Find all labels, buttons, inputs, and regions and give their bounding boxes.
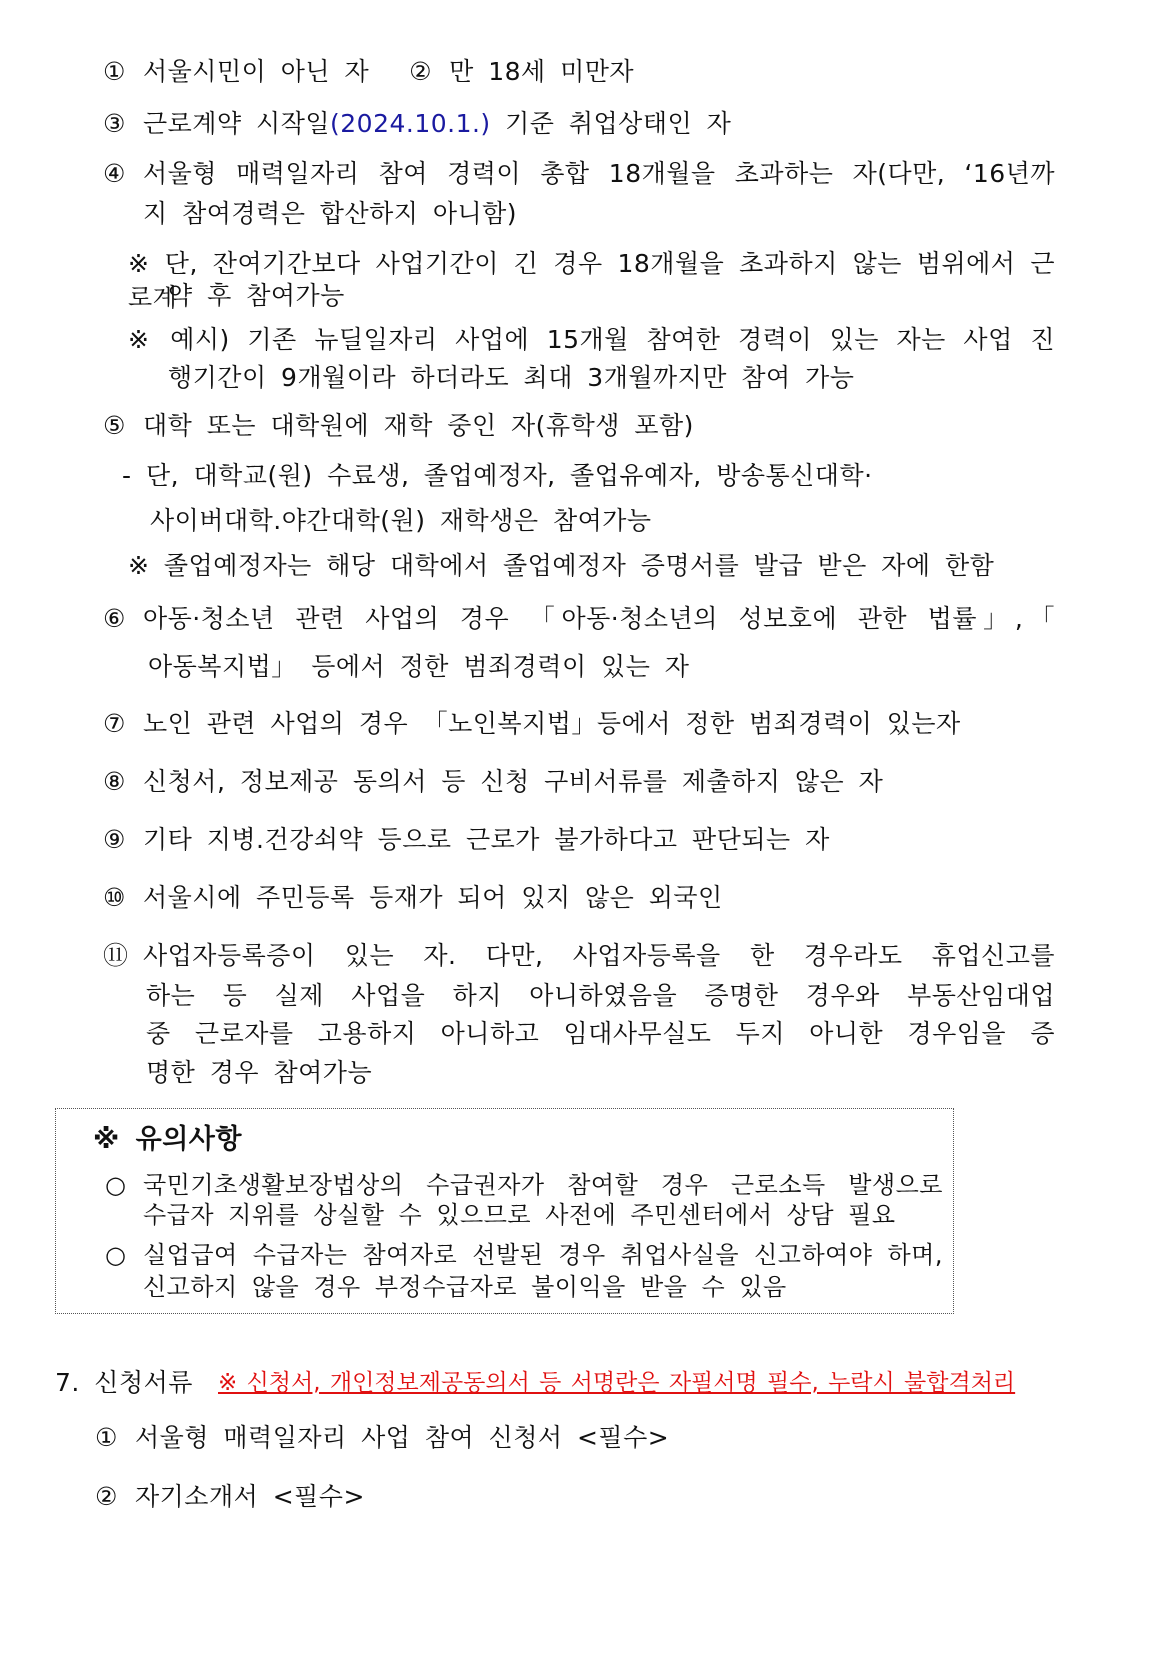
- document-2: [95, 1480, 365, 1514]
- item-text: 서울시민이 아닌 자: [143, 57, 370, 86]
- marker: ⑪: [103, 941, 129, 970]
- item-text: 자기소개서 <필수>: [135, 1482, 365, 1511]
- item-text: 신청서, 정보제공 동의서 등 신청 구비서류를 제출하지 않은 자: [143, 767, 884, 796]
- marker: ①: [103, 57, 126, 86]
- note-4a-line1: ※ 단, 잔여기간보다 사업기간이 긴 경우 18개월을 초과하지 않는 범위에서 근로계: [128, 249, 1055, 312]
- signature-warning: ※ 신청서, 개인정보제공동의서 등 서명란은 자필서명 필수, 누락시 불합격처리: [218, 1370, 1016, 1396]
- item-7: [103, 707, 961, 741]
- item-8: [103, 765, 883, 799]
- item-11-line1: [103, 939, 1055, 973]
- document-1: [95, 1421, 669, 1455]
- item-text: 사업자등록증이 있는 자. 다만, 사업자등록을 한 경우라도 휴업신고를: [143, 941, 1055, 970]
- notice-title: ※ 유의사항: [93, 1124, 242, 1155]
- marker: ⑦: [103, 709, 126, 738]
- marker: ⑥: [103, 604, 126, 633]
- item-text: 기준 취업상태인 자: [490, 109, 732, 138]
- marker: ④: [103, 159, 126, 188]
- item-6-line2: 아동복지법」 등에서 정한 범죄경력이 있는 자: [148, 652, 690, 681]
- item-text: 대학 또는 대학원에 재학 중인 자(휴학생 포함): [143, 411, 694, 440]
- marker: ②: [409, 57, 433, 86]
- note-4b-line1: ※ 예시) 기존 뉴딜일자리 사업에 15개월 참여한 경력이 있는 자는 사업 진: [128, 325, 1055, 354]
- item-5: [103, 409, 694, 443]
- item-text: 만 18세 미만자: [449, 57, 635, 86]
- item-text: 아동·청소년 관련 사업의 경우 「아동·청소년의 성보호에 관한 법률」,「: [143, 604, 1055, 633]
- marker: ③: [103, 109, 126, 138]
- notice-1-line1: 국민기초생활보장법상의 수급권자가 참여할 경우 근로소득 발생으로: [143, 1171, 943, 1199]
- marker: ⑩: [103, 883, 126, 912]
- section-7-heading: 7. 신청서류: [55, 1368, 193, 1397]
- marker: ⑨: [103, 825, 126, 854]
- note-4b-line2: 행기간이 9개월이라 하더라도 최대 3개월까지만 참여 가능: [168, 363, 855, 392]
- item-11-line4: 명한 경우 참여가능: [146, 1058, 373, 1087]
- notice-1-line2: 수급자 지위를 상실할 수 있으므로 사전에 주민센터에서 상담 필요: [143, 1201, 896, 1229]
- bullet-circle-icon: ○: [105, 1241, 127, 1269]
- item-text: 서울시에 주민등록 등재가 되어 있지 않은 외국인: [143, 883, 723, 912]
- bullet-circle-icon: ○: [105, 1171, 127, 1199]
- item-10: [103, 881, 723, 915]
- item-text: 서울형 매력일자리 참여 경력이 총합 18개월을 초과하는 자(다만, ‘16년까: [143, 159, 1055, 188]
- item-4-line2: 지 참여경력은 합산하지 아니함): [143, 199, 518, 228]
- note-5: ※ 졸업예정자는 해당 대학에서 졸업예정자 증명서를 발급 받은 자에 한함: [128, 551, 995, 580]
- note-4a-line2: 약 후 참여가능: [168, 281, 345, 310]
- item-11-line2: 하는 등 실제 사업을 하지 아니하였음을 증명한 경우와 부동산임대업: [146, 981, 1055, 1010]
- item-4-line1: [103, 157, 1055, 191]
- item-9: [103, 823, 830, 857]
- marker: ②: [95, 1482, 118, 1511]
- item-5-sub-line2: 사이버대학.야간대학(원) 재학생은 참여가능: [150, 506, 652, 535]
- item-6-line1: [103, 602, 1055, 636]
- item-text: 노인 관련 사업의 경우 「노인복지법」등에서 정한 범죄경력이 있는자: [143, 709, 961, 738]
- notice-2-line1: 실업급여 수급자는 참여자로 선발된 경우 취업사실을 신고하여야 하며,: [143, 1241, 943, 1269]
- item-1-2: [103, 55, 634, 89]
- item-text: 서울형 매력일자리 사업 참여 신청서 <필수>: [135, 1423, 670, 1452]
- item-text: 근로계약 시작일: [143, 109, 330, 138]
- start-date: (2024.10.1.): [330, 109, 491, 138]
- notice-2-line2: 신고하지 않을 경우 부정수급자로 불이익을 받을 수 있음: [143, 1273, 787, 1301]
- item-text: 기타 지병.건강쇠약 등으로 근로가 불가하다고 판단되는 자: [143, 825, 830, 854]
- item-5-sub-line1: - 단, 대학교(원) 수료생, 졸업예정자, 졸업유예자, 방송통신대학·: [122, 461, 873, 490]
- marker: ⑧: [103, 767, 126, 796]
- item-11-line3: 중 근로자를 고용하지 아니하고 임대사무실도 두지 아니한 경우임을 증: [146, 1019, 1055, 1048]
- marker: ⑤: [103, 411, 126, 440]
- marker: ①: [95, 1423, 118, 1452]
- item-3: [103, 107, 731, 141]
